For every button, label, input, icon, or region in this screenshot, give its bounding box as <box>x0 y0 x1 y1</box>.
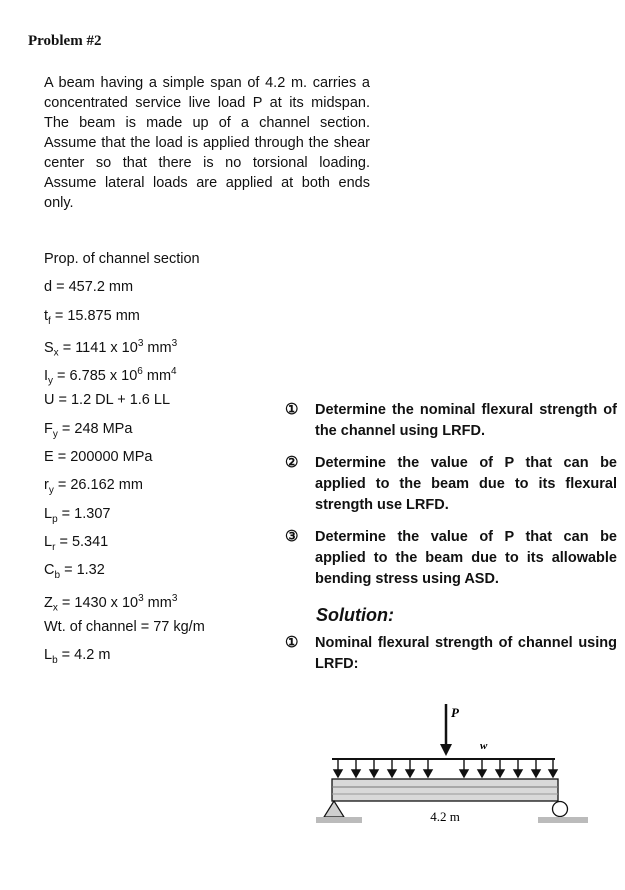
pin-support <box>324 801 344 817</box>
point-load-label: P <box>451 705 459 720</box>
distributed-load-arrows <box>334 759 557 777</box>
question-3-number: ③ <box>285 528 299 545</box>
question-3 <box>285 527 617 590</box>
prop-d: d = 457.2 mm <box>44 279 134 296</box>
properties-heading: Prop. of channel section <box>44 251 200 267</box>
distributed-load-label: w <box>480 740 488 752</box>
beam <box>332 779 558 801</box>
solution-item-text: Nominal flexural strength of channel using LRFD: <box>315 635 617 672</box>
channel-properties <box>44 249 205 673</box>
span-label: 4.2 m <box>430 809 460 824</box>
pin-support-ground <box>316 817 362 823</box>
prop-u: U = 1.2 DL + 1.6 LL <box>44 392 171 409</box>
question-1 <box>285 400 617 442</box>
questions-list <box>285 400 617 601</box>
solution-heading: Solution: <box>316 605 394 625</box>
roller-support-ground <box>538 817 588 823</box>
prop-weight: Wt. of channel = 77 kg/m <box>44 618 205 635</box>
prop-e: E = 200000 MPa <box>44 449 153 466</box>
point-load-arrowhead <box>440 744 452 756</box>
question-1-text: Determine the nominal flexural strength of the channel using LRFD. <box>315 402 617 439</box>
beam-diagram <box>310 700 590 835</box>
prop-lp: $L_p = 1.307$ <box>44 505 111 525</box>
prop-fy: $F_y = 248$ MPa <box>44 420 133 440</box>
prop-cb: $C_b = 1.32$ <box>44 562 105 582</box>
prop-iy: $I_y = 6.785$ x $10^6$ $mm^4$ <box>44 366 177 387</box>
solution-item-1 <box>285 633 617 686</box>
question-2-text: Determine the value of P that can be applied to the beam due to its flexural strength use LRFD. <box>315 455 617 513</box>
question-3-text: Determine the value of P that can be applied to the beam due to its allowable bending stress using ASD. <box>315 529 617 587</box>
prop-lb: $L_b = 4.2$ m <box>44 647 111 667</box>
question-2-number: ② <box>285 454 299 471</box>
question-1-number: ① <box>285 401 299 418</box>
prop-sx: $S_x = 1141$ x $10^3$ $mm^3$ <box>44 337 178 359</box>
prop-lr: $L_r = 5.341$ <box>44 533 109 553</box>
prop-tf: $t_f = 15.875$ mm <box>44 307 140 327</box>
prop-ry: $r_y = 26.162$ mm <box>44 477 143 497</box>
problem-title: Problem #2 <box>28 33 102 49</box>
prop-zx: $Z_x = 1430$ x $10^3$ $mm^3$ <box>44 592 178 614</box>
problem-statement: A beam having a simple span of 4.2 m. carries a concentrated service live load P at its midspan. The beam is made up of a channel section. Assume that the load is applied through the shear center so that there is no torsional loading. Assume lateral loads are applied at both ends only. <box>44 75 370 211</box>
solution-item-number: ① <box>285 634 299 651</box>
question-2 <box>285 453 617 516</box>
roller-support <box>553 802 568 817</box>
